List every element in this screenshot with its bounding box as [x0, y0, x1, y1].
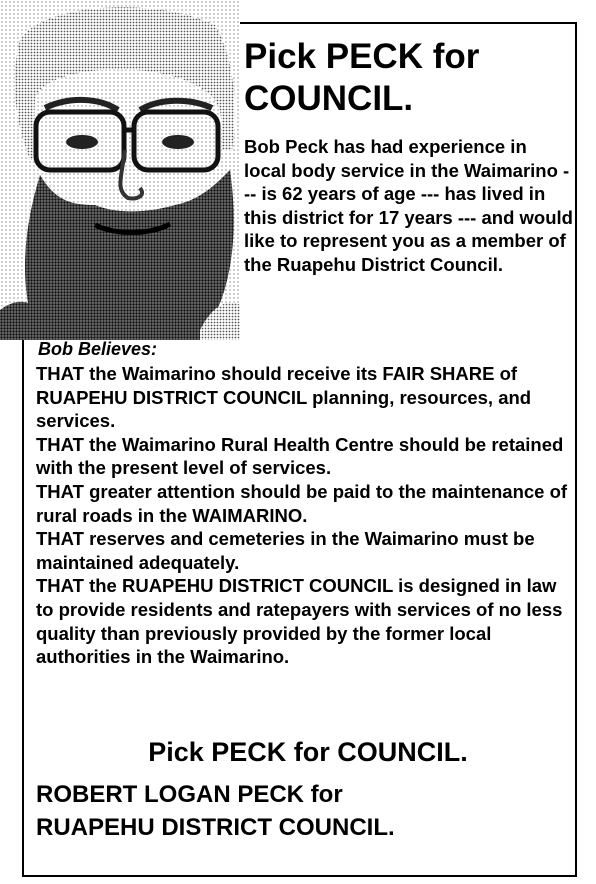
candidate-portrait [0, 0, 240, 340]
candidate-name-line: RUAPEHU DISTRICT COUNCIL. [36, 814, 395, 841]
slogan: Pick PECK for COUNCIL. [148, 737, 468, 767]
belief-item: THAT reserves and cemeteries in the Waimarino must be maintained adequately. [36, 528, 535, 573]
candidate-intro: Bob Peck has had experience in local body service in the Waimarino --- is 62 years of age --- has lived in this district for 17 years --- and would like to represent you as a member of the Ruapehu District Council. [244, 136, 573, 275]
belief-item: THAT the RUAPEHU DISTRICT COUNCIL is designed in law to provide residents and ratepayers with services of no less quality than previously provided by the former local authorities in the Waimarino. [36, 575, 563, 668]
beliefs-heading: Bob Believes: [38, 339, 158, 359]
belief-item: THAT the Waimarino Rural Health Centre should be retained with the present level of services. [36, 433, 564, 479]
belief-item: THAT greater attention should be paid to the maintenance of rural roads in the WAIMARINO. [36, 480, 568, 526]
candidate-name-line: ROBERT LOGAN PECK for [36, 781, 343, 808]
beliefs-list [36, 362, 568, 669]
belief-item: THAT the Waimarino should receive its FAIR SHARE of RUAPEHU DISTRICT COUNCIL planning, resources, and services. [36, 363, 532, 432]
headline: Pick PECK for COUNCIL. [244, 37, 480, 118]
candidate-name-block [36, 778, 556, 844]
